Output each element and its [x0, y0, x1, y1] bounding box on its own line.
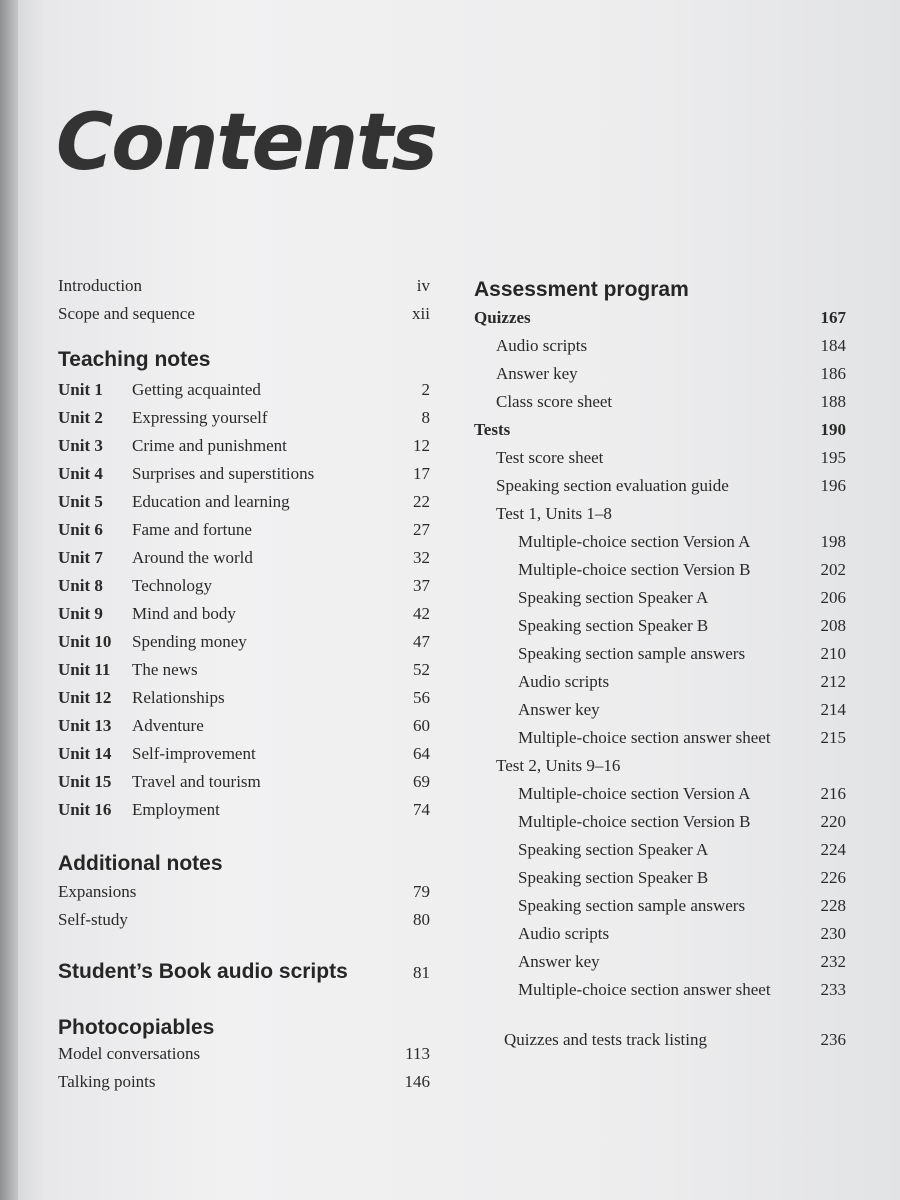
toc-entry-label: Quizzes and tests track listing: [504, 1030, 708, 1049]
toc-entry[interactable]: [58, 1068, 430, 1096]
toc-entry-label: Multiple-choice section answer sheet: [518, 980, 771, 999]
toc-entry-label: [58, 796, 394, 824]
toc-entry-label: Test 1, Units 1–8: [496, 504, 612, 523]
toc-entry-label: Multiple-choice section Version A: [518, 784, 751, 803]
toc-page-number: 22: [413, 492, 430, 511]
toc-entry[interactable]: [58, 272, 430, 300]
unit-title: Spending money: [132, 632, 247, 651]
toc-entry[interactable]: [474, 864, 846, 892]
toc-entry-label: Speaking section Speaker B: [518, 616, 709, 635]
photocopiables-list: [58, 1040, 430, 1096]
toc-page-number: iv: [416, 276, 430, 295]
toc-page-number: 233: [820, 980, 846, 999]
toc-entry-label: Speaking section Speaker A: [518, 840, 709, 859]
unit-number: Unit 5: [58, 492, 103, 511]
toc-entry[interactable]: [474, 444, 846, 472]
toc-page-number: 202: [820, 560, 846, 579]
toc-page-number: 186: [820, 364, 846, 383]
toc-page-number: 208: [820, 616, 846, 635]
unit-title: Technology: [132, 576, 213, 595]
unit-number: Unit 7: [58, 548, 103, 567]
toc-page-number: 230: [820, 924, 846, 943]
toc-page-number: 2: [421, 380, 430, 399]
toc-page-number: 190: [820, 420, 846, 439]
audio-scripts-entry[interactable]: [58, 958, 430, 990]
toc-page-number: 81: [413, 963, 430, 982]
toc-entry-label: [58, 516, 394, 544]
toc-entry[interactable]: [58, 432, 430, 460]
toc-entry-label: Speaking section sample answers: [518, 644, 746, 663]
toc-page-number: 37: [413, 576, 430, 595]
toc-page-number: 226: [820, 868, 846, 887]
toc-entry-label: Model conversations: [58, 1044, 201, 1063]
toc-entry-label: Multiple-choice section Version B: [518, 812, 751, 831]
unit-title: Education and learning: [132, 492, 290, 511]
audio-scripts-heading: Student’s Book audio scripts: [58, 960, 348, 983]
unit-title: Surprises and superstitions: [132, 464, 315, 483]
toc-page-number: xii: [412, 304, 430, 323]
toc-entry-label: Speaking section Speaker B: [518, 868, 709, 887]
unit-number: Unit 9: [58, 604, 103, 623]
toc-page-number: 12: [413, 436, 430, 455]
toc-entry[interactable]: [58, 572, 430, 600]
toc-entry[interactable]: [58, 300, 430, 328]
toc-entry-label: Answer key: [518, 952, 600, 971]
track-listing-entry[interactable]: [474, 1026, 846, 1054]
toc-entry-label: [58, 600, 394, 628]
toc-entry[interactable]: [474, 696, 846, 724]
unit-title: Getting acquainted: [132, 380, 261, 399]
toc-entry-label: [58, 740, 394, 768]
toc-page-number: 60: [413, 716, 430, 735]
unit-number: Unit 1: [58, 380, 103, 399]
toc-page-number: 188: [820, 392, 846, 411]
toc-page-number: 47: [413, 632, 430, 651]
toc-page-number: 212: [820, 672, 846, 691]
toc-page-number: 214: [820, 700, 846, 719]
toc-page-number: 206: [820, 588, 846, 607]
toc-entry[interactable]: [474, 584, 846, 612]
toc-entry-label: [58, 544, 394, 572]
unit-number: Unit 15: [58, 772, 112, 791]
toc-entry-label: Test score sheet: [496, 448, 604, 467]
toc-page-number: 8: [421, 408, 430, 427]
toc-entry-label: Multiple-choice section Version B: [518, 560, 751, 579]
toc-page-number: 196: [820, 476, 846, 495]
unit-title: Fame and fortune: [132, 520, 252, 539]
toc-page-number: 228: [820, 896, 846, 915]
unit-title: Relationships: [132, 688, 225, 707]
toc-entry-label: Scope and sequence: [58, 304, 195, 323]
toc-entry[interactable]: [474, 332, 846, 360]
toc-entry-label: Answer key: [518, 700, 600, 719]
toc-entry-label: [58, 376, 394, 404]
toc-page-number: 56: [413, 688, 430, 707]
toc-page-number: 236: [820, 1030, 846, 1049]
toc-page-number: 195: [820, 448, 846, 467]
toc-entry[interactable]: [474, 808, 846, 836]
toc-page-number: 17: [413, 464, 430, 483]
toc-entry[interactable]: [474, 892, 846, 920]
toc-entry[interactable]: [58, 600, 430, 628]
toc-entry[interactable]: [58, 544, 430, 572]
toc-entry-label: Test 2, Units 9–16: [496, 756, 621, 775]
toc-page-number: 42: [413, 604, 430, 623]
toc-page-number: 69: [413, 772, 430, 791]
toc-entry-label: Tests: [474, 420, 511, 439]
toc-entry-label: Introduction: [58, 276, 143, 295]
toc-page-number: 215: [820, 728, 846, 747]
unit-number: Unit 16: [58, 800, 112, 819]
toc-entry[interactable]: [474, 920, 846, 948]
toc-entry-label: [58, 432, 394, 460]
toc-entry[interactable]: [58, 906, 430, 934]
toc-entry[interactable]: [474, 640, 846, 668]
unit-number: Unit 11: [58, 660, 111, 679]
unit-title: Around the world: [132, 548, 253, 567]
toc-left-column: [58, 272, 430, 1096]
toc-page-number: 64: [413, 744, 430, 763]
toc-entry[interactable]: [58, 684, 430, 712]
toc-entry-label: [58, 712, 394, 740]
unit-title: The news: [132, 660, 198, 679]
toc-entry[interactable]: [474, 780, 846, 808]
toc-entry-label: Multiple-choice section Version A: [518, 532, 751, 551]
toc-entry-label: Expansions: [58, 882, 137, 901]
toc-entry[interactable]: [58, 740, 430, 768]
additional-notes-list: [58, 878, 430, 934]
toc-entry[interactable]: [58, 516, 430, 544]
toc-entry-label: Answer key: [496, 364, 578, 383]
toc-page-number: 216: [820, 784, 846, 803]
toc-entry-label: [58, 404, 394, 432]
toc-entry[interactable]: [58, 460, 430, 488]
toc-entry[interactable]: [474, 388, 846, 416]
toc-page-number: 79: [413, 882, 430, 901]
toc-entry[interactable]: [474, 976, 846, 1004]
toc-entry-label: Class score sheet: [496, 392, 613, 411]
toc-entry[interactable]: [474, 304, 846, 332]
toc-page-number: 146: [404, 1072, 430, 1091]
toc-entry-label: [58, 656, 394, 684]
unit-title: Crime and punishment: [132, 436, 287, 455]
toc-entry[interactable]: [474, 612, 846, 640]
assessment-heading: Assessment program: [474, 278, 689, 301]
unit-title: Adventure: [132, 716, 204, 735]
toc-page-number: 27: [413, 520, 430, 539]
unit-number: Unit 12: [58, 688, 112, 707]
unit-number: Unit 4: [58, 464, 103, 483]
toc-entry[interactable]: [58, 712, 430, 740]
toc-entry[interactable]: [474, 948, 846, 976]
unit-title: Self-improvement: [132, 744, 256, 763]
unit-number: Unit 8: [58, 576, 103, 595]
unit-number: Unit 13: [58, 716, 112, 735]
toc-entry-label: Speaking section evaluation guide: [496, 476, 729, 495]
toc-page-number: 74: [413, 800, 430, 819]
toc-entry[interactable]: [474, 668, 846, 696]
toc-entry-label: Self-study: [58, 910, 128, 929]
toc-entry[interactable]: [474, 500, 846, 528]
toc-entry[interactable]: [58, 1040, 430, 1068]
toc-page-number: 210: [820, 644, 846, 663]
unit-title: Expressing yourself: [132, 408, 268, 427]
toc-entry[interactable]: [58, 376, 430, 404]
toc-entry[interactable]: [58, 404, 430, 432]
toc-entry[interactable]: [58, 628, 430, 656]
toc-entry-label: Multiple-choice section answer sheet: [518, 728, 771, 747]
toc-page-number: 224: [820, 840, 846, 859]
photocopiables-heading: Photocopiables: [58, 1016, 215, 1039]
toc-entry-label: Talking points: [58, 1072, 156, 1091]
toc-entry-label: Audio scripts: [496, 336, 588, 355]
book-spine: [0, 0, 18, 1200]
toc-page-number: 220: [820, 812, 846, 831]
unit-number: Unit 2: [58, 408, 103, 427]
toc-page-number: 232: [820, 952, 846, 971]
toc-page-number: 167: [820, 308, 846, 327]
toc-entry-label: [58, 488, 394, 516]
unit-number: Unit 14: [58, 744, 112, 763]
additional-notes-heading: Additional notes: [58, 852, 223, 875]
toc-entry-label: Speaking section Speaker A: [518, 588, 709, 607]
toc-entry[interactable]: [474, 556, 846, 584]
unit-number: Unit 10: [58, 632, 112, 651]
toc-entry-label: Audio scripts: [518, 924, 610, 943]
toc-entry[interactable]: [58, 878, 430, 906]
unit-number: Unit 3: [58, 436, 103, 455]
toc-entry-label: [58, 460, 394, 488]
toc-entry[interactable]: [474, 472, 846, 500]
toc-page-number: 80: [413, 910, 430, 929]
toc-entry[interactable]: [474, 528, 846, 556]
toc-page-number: 113: [405, 1044, 430, 1063]
toc-entry-label: [58, 684, 394, 712]
toc-entry[interactable]: [474, 360, 846, 388]
teaching-notes-heading: Teaching notes: [58, 348, 211, 371]
assessment-list: [474, 304, 846, 1004]
toc-entry[interactable]: [58, 488, 430, 516]
toc-entry-label: Quizzes: [474, 308, 531, 327]
toc-entry[interactable]: [474, 724, 846, 752]
unit-title: Mind and body: [132, 604, 236, 623]
page-title: Contents: [56, 98, 436, 188]
toc-entry-label: [58, 572, 394, 600]
toc-entry-label: Speaking section sample answers: [518, 896, 746, 915]
toc-page-number: 198: [820, 532, 846, 551]
front-matter-list: [58, 272, 430, 328]
toc-entry[interactable]: [474, 836, 846, 864]
toc-entry[interactable]: [58, 656, 430, 684]
toc-page-number: 32: [413, 548, 430, 567]
toc-entry[interactable]: [474, 752, 846, 780]
unit-title: Employment: [132, 800, 220, 819]
toc-entry[interactable]: [58, 768, 430, 796]
toc-page-number: 184: [820, 336, 846, 355]
toc-entry-label: [58, 628, 394, 656]
toc-entry-label: [58, 768, 394, 796]
teaching-notes-list: [58, 376, 430, 824]
unit-number: Unit 6: [58, 520, 103, 539]
toc-page-number: 52: [413, 660, 430, 679]
toc-entry-label: Audio scripts: [518, 672, 610, 691]
unit-title: Travel and tourism: [132, 772, 261, 791]
toc-entry[interactable]: [474, 416, 846, 444]
toc-right-column: [474, 278, 846, 1054]
toc-entry[interactable]: [58, 796, 430, 824]
